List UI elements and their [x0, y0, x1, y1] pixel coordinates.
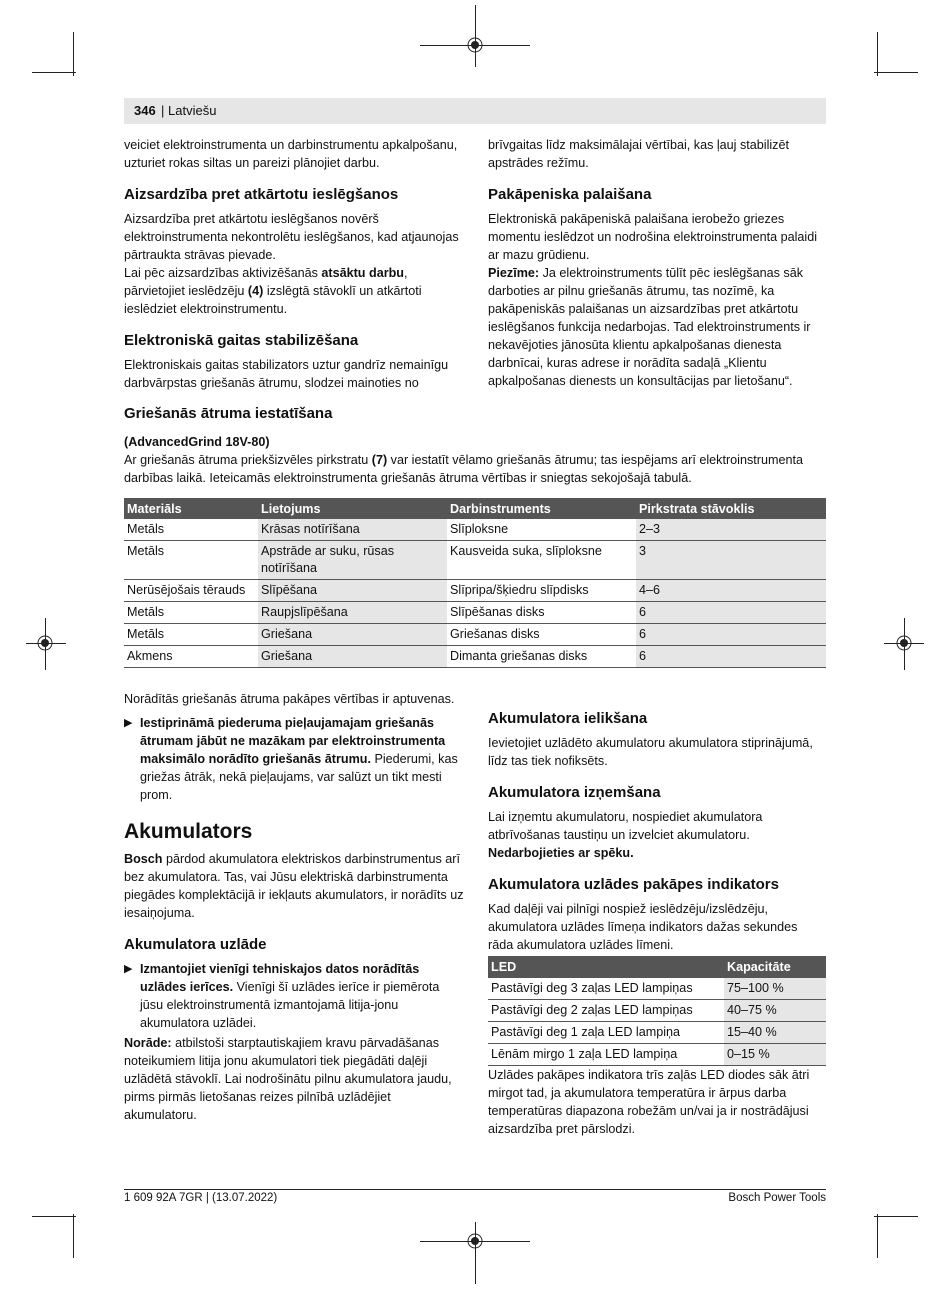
table-cell: 6: [636, 646, 826, 668]
table-row: [488, 1022, 826, 1044]
table-row: [488, 978, 826, 1000]
table-cell: 4–6: [636, 580, 826, 602]
paragraph: Elektroniskais gaitas stabilizators uztur gandrīz nemainīgu darbvārpstas griešanās ātrumu, slodzei mainoties no: [124, 358, 449, 390]
table-row: [124, 519, 826, 541]
table-cell: Metāls: [124, 602, 258, 624]
paragraph: veiciet elektroinstrumenta un darbinstrumentu apkalpošanu, uzturiet rokas siltas un pareizi plānojiet darbu.: [124, 138, 458, 170]
table-cell: Metāls: [124, 519, 258, 541]
table-cell: Slīploksne: [447, 519, 636, 541]
table-cell: 2–3: [636, 519, 826, 541]
bold-text: Iestiprināmā piederuma pieļaujamajam griešanās ātrumam jābūt ne mazākam par elektroinstrumenta maksimālo norādīto griešanās ātrumu.: [140, 716, 446, 766]
table-cell: Pastāvīgi deg 1 zaļa LED lampiņa: [488, 1022, 724, 1044]
table-cell: 3: [636, 541, 826, 580]
text-span: Lai pēc aizsardzības aktivizēšanās: [124, 266, 322, 280]
table-row: [488, 1000, 826, 1022]
charging-bullet: [124, 960, 464, 1032]
text-span: Piederumi, kas griežas ātrāk, nekā pieļaujams, var salūzt un tikt mesti prom.: [140, 752, 458, 802]
paragraph: Norādītās griešanās ātruma pakāpes vērtības ir aptuvenas.: [124, 692, 455, 706]
text-span: , pārvietojiet ieslēdzēju: [124, 266, 408, 298]
text-span: atbilstoši starptautiskajiem kravu pārvadāšanas noteikumiem litija jonu akumulatori tiek piegādāti daļēji uzlādētā stāvoklī. Lai nodrošinātu pilnu akumulatora jaudu, pirms pirmās lietošanas reizes pilnībā uzlādējiet akumulatoru.: [124, 1036, 452, 1122]
crop-mark: [73, 1214, 74, 1258]
paragraph: Lai izņemtu akumulatoru, nospiediet akumulatora atbrīvošanas taustiņu un izvelciet akumulatoru.: [488, 810, 763, 842]
section-heading: Pakāpeniska palaišana: [488, 186, 652, 203]
table-cell: 0–15 %: [724, 1044, 826, 1066]
crop-mark: [874, 72, 918, 73]
text-span: pārdod akumulatora elektriskos darbinstrumentus arī bez akumulatora. Tas, vai Jūsu elektriskā darbinstrumenta piegādes komplektācijā ir iekļauts akumulators, ir norādīts uz iesaiņojuma.: [124, 852, 464, 920]
section-heading: Elektroniskā gaitas stabilizēšana: [124, 332, 359, 349]
note-label: Piezīme:: [488, 266, 540, 280]
led-table: [488, 956, 826, 1066]
registration-mark-icon: [895, 634, 913, 652]
table-cell: Akmens: [124, 646, 258, 668]
speed-section-title: Griešanās ātruma iestatīšana: [124, 405, 333, 422]
table-cell: Raupjslīpēšana: [258, 602, 447, 624]
note-label: Norāde:: [124, 1036, 172, 1050]
chapter-heading: Akumulators: [124, 820, 253, 843]
section-heading: Akumulatora ielikšana: [488, 710, 648, 727]
table-cell: Apstrāde ar suku, rūsas notīrīšana: [258, 541, 447, 580]
registration-mark-icon: [466, 36, 484, 54]
table-cell: Griešana: [258, 624, 447, 646]
table-cell: 6: [636, 624, 826, 646]
warning-bullet: [124, 714, 464, 804]
table-header: Darbinstruments: [447, 498, 636, 519]
speed-table: [124, 498, 826, 668]
bullet-text: [140, 714, 464, 804]
crop-mark: [32, 1216, 76, 1217]
table-cell: Nerūsējošais tērauds: [124, 580, 258, 602]
table-header: Materiāls: [124, 498, 258, 519]
paragraph: [124, 1034, 464, 1124]
bold-text: atsāktu darbu: [321, 266, 404, 280]
table-row: [124, 580, 826, 602]
crop-mark: [874, 1216, 918, 1217]
triangle-bullet-icon: ▶: [124, 963, 133, 975]
paragraph: brīvgaitas līdz maksimālajai vērtībai, kas ļauj stabilizēt apstrādes režīmu.: [488, 138, 789, 170]
header-separator: |: [161, 103, 165, 118]
text-span: var iestatīt vēlamo griešanās ātrumu; tas iespējams arī elektroinstrumenta darbības laikā. Ieteicamās elektroinstrumenta griešanās ātruma vērtības ir sniegtas sekojošajā tabulā.: [124, 453, 803, 485]
table-row: [124, 602, 826, 624]
table-cell: Metāls: [124, 541, 258, 580]
footer-doc-number: 1 609 92A 7GR | (13.07.2022): [124, 1192, 278, 1204]
table-cell: Pastāvīgi deg 2 zaļas LED lampiņas: [488, 1000, 724, 1022]
table-cell: Slīpripa/šķiedru slīpdisks: [447, 580, 636, 602]
table-cell: Krāsas notīrīšana: [258, 519, 447, 541]
table-header: Pirkstrata stāvoklis: [636, 498, 826, 519]
paragraph: [488, 264, 826, 390]
table-cell: 75–100 %: [724, 978, 826, 1000]
text-span: Ar griešanās ātruma priekšizvēles pirkstratu: [124, 453, 372, 467]
table-cell: Slīpēšana: [258, 580, 447, 602]
paragraph: Uzlādes pakāpes indikatora trīs zaļās LED diodes sāk ātri mirgot tad, ja akumulatora temperatūra ir ārpus darba temperatūras diapazona robežām un/vai ja ir nostrādājusi aizsardzība pret pārslodzi.: [488, 1068, 810, 1136]
bullet-text: [140, 960, 464, 1032]
table-cell: Pastāvīgi deg 3 zaļas LED lampiņas: [488, 978, 724, 1000]
page-header: [124, 98, 826, 124]
paragraph: Kad daļēji vai pilnīgi nospiež ieslēdzēju/izslēdzēju, akumulatora uzlādes līmeņa indikators dažas sekundes rāda akumulatora uzlādes līmeni.: [488, 902, 798, 952]
left-column-bottom: [124, 690, 464, 1124]
registration-mark-icon: [36, 634, 54, 652]
crop-mark: [877, 1214, 878, 1258]
page-number: 346: [134, 103, 156, 118]
table-row: [124, 624, 826, 646]
text-span: Ja elektroinstruments tūlīt pēc ieslēgšanas sāk darboties ar pilnu griešanās ātrumu, tas nozīmē, ka pakāpeniskās palaišanas un aizsardzības pret atkārtotu ieslēgšanos funkcija nedarbojas. Tad elektroinstruments ir nekavējoties jānosūta klientu apkalpošanas dienesta darbnīcai, kuras adrese ir norādīta sadaļā „Klientu apkalpošanas dienests un konsultācijas par lietošanu“.: [488, 266, 811, 388]
table-row: [124, 646, 826, 668]
paragraph: [124, 264, 464, 318]
table-cell: Griešanas disks: [447, 624, 636, 646]
table-cell: Lēnām mirgo 1 zaļa LED lampiņa: [488, 1044, 724, 1066]
bold-text: Nedarbojieties ar spēku.: [488, 846, 634, 860]
table-cell: Griešana: [258, 646, 447, 668]
table-cell: 40–75 %: [724, 1000, 826, 1022]
table-header: Kapacitāte: [724, 956, 826, 978]
paragraph: Elektroniskā pakāpeniskā palaišana ierobežo griezes momentu ieslēdzot un nodrošina elektroinstrumenta palaidi ar mazu grūdienu.: [488, 212, 818, 262]
section-heading: Aizsardzība pret atkārtotu ieslēgšanos: [124, 186, 399, 203]
header-language: Latviešu: [168, 103, 217, 118]
table-cell: 6: [636, 602, 826, 624]
paragraph: [488, 844, 826, 862]
bold-text: (7): [371, 453, 388, 467]
section-heading: Akumulatora izņemšana: [488, 784, 661, 801]
table-header: LED: [488, 956, 724, 978]
speed-model: (AdvancedGrind 18V-80): [124, 435, 270, 449]
table-cell: Metāls: [124, 624, 258, 646]
paragraph: Aizsardzība pret atkārtotu ieslēgšanos novērš elektroinstrumenta nekontrolētu ieslēgšanos, kad atjaunojas pārtraukta strāvas pievade.: [124, 212, 459, 262]
crop-mark: [32, 72, 76, 73]
crop-mark: [73, 32, 74, 76]
bold-text: Izmantojiet vienīgi tehniskajos datos norādītās uzlādes ierīces.: [140, 962, 420, 994]
brand-name: Bosch: [124, 852, 163, 866]
triangle-bullet-icon: ▶: [124, 717, 133, 729]
table-cell: Slīpēšanas disks: [447, 602, 636, 624]
table-cell: 15–40 %: [724, 1022, 826, 1044]
table-cell: Kausveida suka, slīploksne: [447, 541, 636, 580]
bold-text: (4): [247, 284, 264, 298]
section-heading: Akumulatora uzlādes pakāpes indikators: [488, 876, 779, 893]
right-column-bottom: [488, 698, 826, 1138]
text-span: izslēgtā stāvoklī un atkārtoti ieslēdziet elektroinstrumentu.: [124, 284, 422, 316]
paragraph: Ievietojiet uzlādēto akumulatoru akumulatora stiprinājumā, līdz tas tiek nofiksēts.: [488, 736, 813, 768]
table-cell: Dimanta griešanas disks: [447, 646, 636, 668]
footer-brand: Bosch Power Tools: [728, 1192, 826, 1204]
section-heading: Akumulatora uzlāde: [124, 936, 267, 953]
table-row: [488, 1044, 826, 1066]
crop-mark: [877, 32, 878, 76]
registration-mark-icon: [466, 1232, 484, 1250]
footer-rule: [124, 1189, 826, 1190]
paragraph: [124, 451, 826, 487]
left-column-top: [124, 136, 464, 392]
table-header: Lietojums: [258, 498, 447, 519]
table-row: [124, 541, 826, 580]
right-column-top: [488, 136, 826, 390]
text-span: Vienīgi šī uzlādes ierīce ir piemērota jūsu elektroinstrumentā izmantojamā litija-jonu akumulatora uzlādei.: [140, 980, 440, 1030]
paragraph: [124, 850, 464, 922]
